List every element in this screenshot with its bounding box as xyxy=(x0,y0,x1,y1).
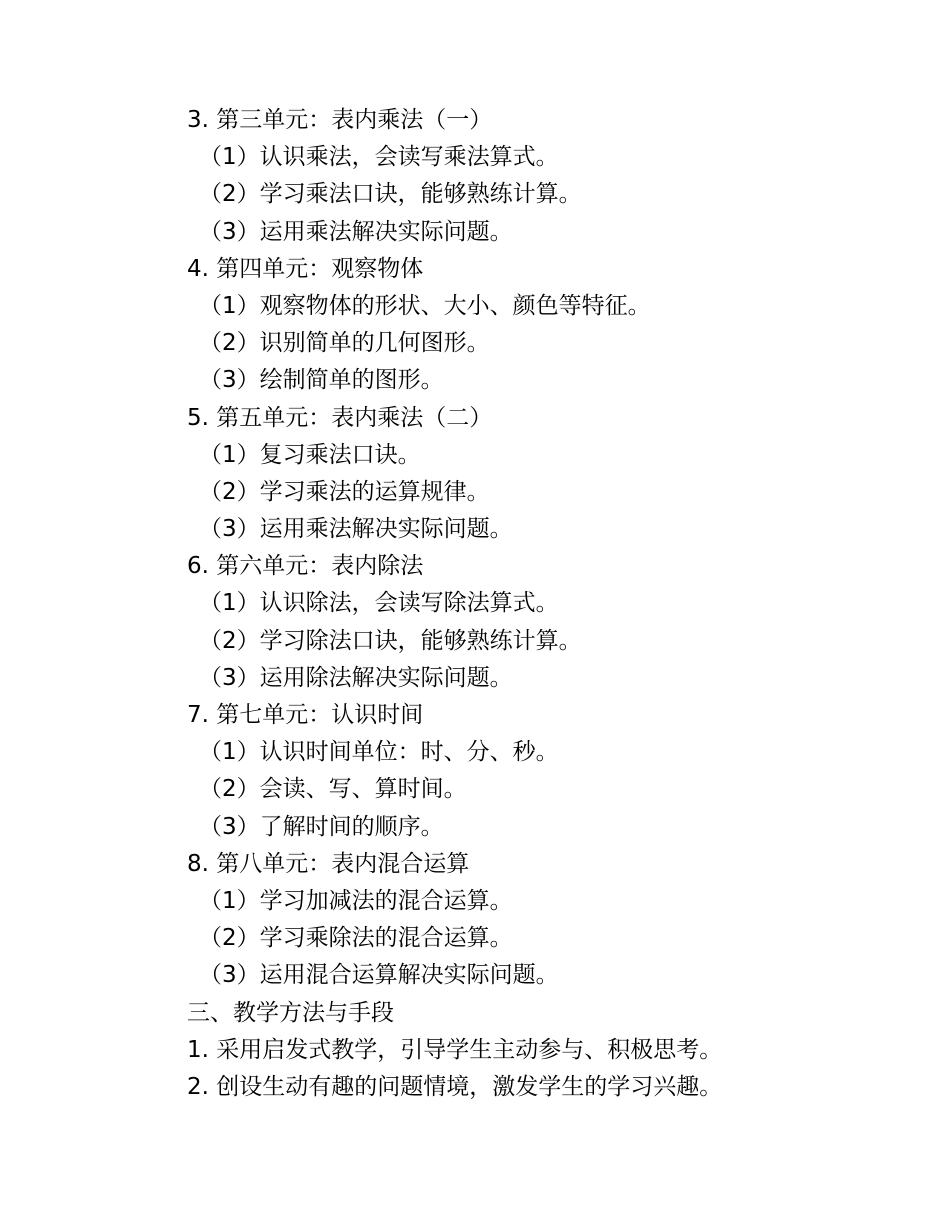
unit-7-heading: 7. 第七单元：认识时间 xyxy=(187,702,424,728)
unit-8-item-3: （3）运用混合运算解决实际问题。 xyxy=(199,962,559,989)
method-item-2: 2. 创设生动有趣的问题情境，激发学生的学习兴趣。 xyxy=(187,1073,723,1100)
unit-4-item-2: （2）识别简单的几何图形。 xyxy=(199,330,490,357)
unit-5-item-2: （2）学习乘法的运算规律。 xyxy=(199,478,490,505)
unit-4-item-1: （1）观察物体的形状、大小、颜色等特征。 xyxy=(199,292,651,319)
unit-7-item-2: （2）会读、写、算时间。 xyxy=(199,776,467,803)
unit-8-item-2: （2）学习乘除法的混合运算。 xyxy=(199,925,513,952)
unit-8-heading: 8. 第八单元：表内混合运算 xyxy=(187,850,470,877)
unit-5-heading: 5. 第五单元：表内乘法（二） xyxy=(187,404,493,431)
section-3-heading: 三、教学方法与手段 xyxy=(187,999,394,1026)
unit-6-item-1: （1）认识除法，会读写除法算式。 xyxy=(199,590,559,617)
unit-3-item-3: （3）运用乘法解决实际问题。 xyxy=(199,218,513,245)
unit-4-heading: 4. 第四单元：观察物体 xyxy=(187,255,424,282)
unit-6-heading: 6. 第六单元：表内除法 xyxy=(187,553,424,580)
document-body xyxy=(187,102,887,1106)
unit-6-item-3: （3）运用除法解决实际问题。 xyxy=(199,664,513,691)
unit-3-item-1: （1）认识乘法，会读写乘法算式。 xyxy=(199,144,559,171)
unit-5-item-1: （1）复习乘法口诀。 xyxy=(199,441,421,468)
unit-3-heading: 3. 第三单元：表内乘法（一） xyxy=(187,107,493,133)
unit-7-item-1: （1）认识时间单位：时、分、秒。 xyxy=(199,739,559,766)
unit-3-item-2: （2）学习乘法口诀，能够熟练计算。 xyxy=(199,181,582,208)
unit-7-item-3: （3）了解时间的顺序。 xyxy=(199,813,444,840)
unit-4-item-3: （3）绘制简单的图形。 xyxy=(199,367,444,394)
unit-8-item-1: （1）学习加减法的混合运算。 xyxy=(199,887,513,914)
method-item-1: 1. 采用启发式教学，引导学生主动参与、积极思考。 xyxy=(187,1036,723,1063)
unit-5-item-3: （3）运用乘法解决实际问题。 xyxy=(199,516,513,543)
unit-6-item-2: （2）学习除法口诀，能够熟练计算。 xyxy=(199,627,582,654)
